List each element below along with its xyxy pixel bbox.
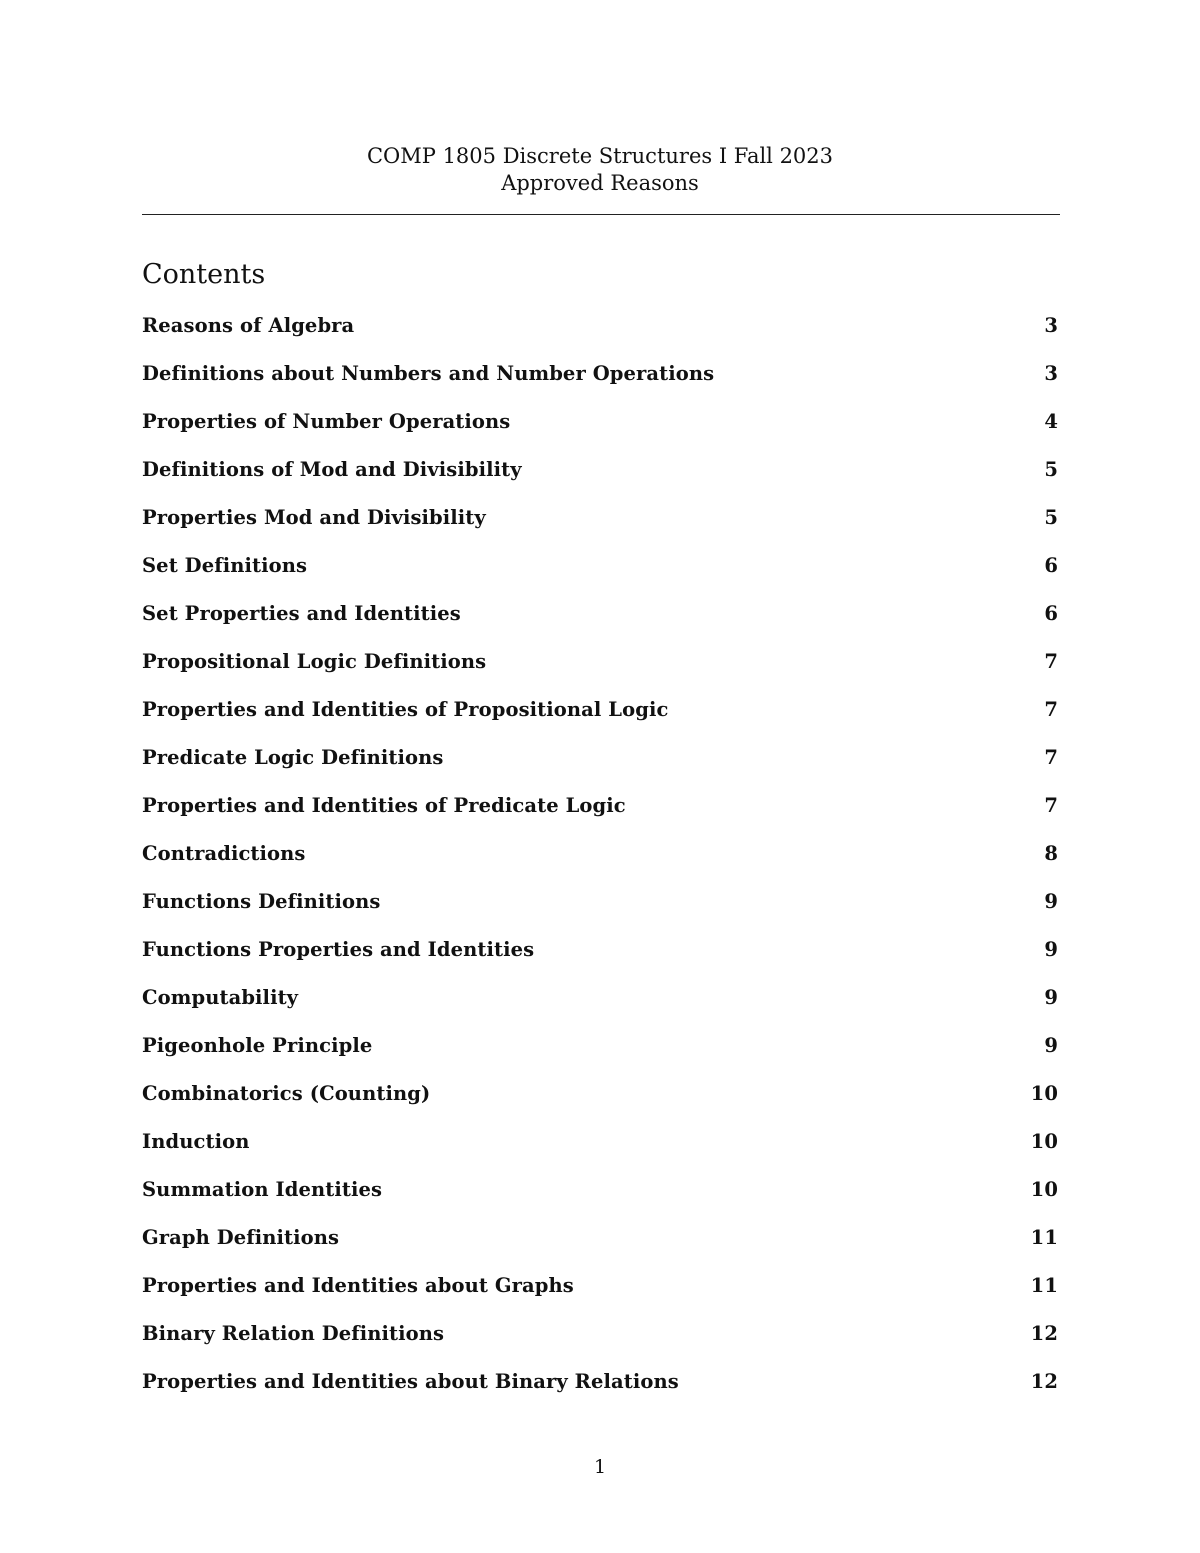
toc-entry[interactable] bbox=[142, 1224, 1058, 1272]
toc-entry-label: Summation Identities bbox=[142, 1178, 383, 1201]
toc-entry-page: 5 bbox=[1044, 506, 1058, 529]
toc-entry-page: 9 bbox=[1044, 938, 1058, 961]
document-header bbox=[0, 143, 1200, 197]
toc-entry-label: Contradictions bbox=[142, 842, 306, 865]
toc-entry-page: 3 bbox=[1044, 362, 1058, 385]
toc-entry[interactable] bbox=[142, 984, 1058, 1032]
toc-entry[interactable] bbox=[142, 840, 1058, 888]
toc-entry-label: Set Properties and Identities bbox=[142, 602, 461, 625]
toc-entry-page: 7 bbox=[1044, 746, 1058, 769]
toc-entry-label: Set Definitions bbox=[142, 554, 308, 577]
toc-entry[interactable] bbox=[142, 792, 1058, 840]
toc-entry-page: 12 bbox=[1030, 1322, 1058, 1345]
toc-entry-page: 9 bbox=[1044, 890, 1058, 913]
toc-entry[interactable] bbox=[142, 456, 1058, 504]
toc-entry-label: Properties and Identities of Propositional Logic bbox=[142, 698, 669, 721]
toc-entry-label: Properties Mod and Divisibility bbox=[142, 506, 486, 529]
toc-entry-page: 8 bbox=[1044, 842, 1058, 865]
toc-entry-label: Pigeonhole Principle bbox=[142, 1034, 373, 1057]
toc-entry[interactable] bbox=[142, 1080, 1058, 1128]
toc-entry-page: 4 bbox=[1044, 410, 1058, 433]
toc-entry[interactable] bbox=[142, 1128, 1058, 1176]
toc-entry[interactable] bbox=[142, 888, 1058, 936]
toc-entry-label: Graph Definitions bbox=[142, 1226, 340, 1249]
toc-entry-page: 3 bbox=[1044, 314, 1058, 337]
document-subtitle: Approved Reasons bbox=[501, 171, 699, 195]
toc-entry-label: Reasons of Algebra bbox=[142, 314, 355, 337]
toc-entry-label: Definitions of Mod and Divisibility bbox=[142, 458, 522, 481]
toc-entry-label: Definitions about Numbers and Number Operations bbox=[142, 362, 715, 385]
toc-entry[interactable] bbox=[142, 360, 1058, 408]
toc-entry-page: 9 bbox=[1044, 1034, 1058, 1057]
toc-entry-page: 12 bbox=[1030, 1370, 1058, 1393]
table-of-contents bbox=[142, 312, 1058, 1416]
header-rule bbox=[142, 214, 1060, 215]
toc-entry-page: 6 bbox=[1044, 554, 1058, 577]
toc-entry-page: 11 bbox=[1030, 1274, 1058, 1297]
toc-entry-page: 10 bbox=[1030, 1082, 1058, 1105]
toc-entry-page: 5 bbox=[1044, 458, 1058, 481]
toc-entry-label: Propositional Logic Definitions bbox=[142, 650, 487, 673]
toc-entry-page: 10 bbox=[1030, 1130, 1058, 1153]
toc-entry[interactable] bbox=[142, 1272, 1058, 1320]
toc-entry[interactable] bbox=[142, 648, 1058, 696]
toc-entry[interactable] bbox=[142, 1368, 1058, 1416]
toc-entry-label: Properties and Identities about Binary Relations bbox=[142, 1370, 679, 1393]
toc-entry[interactable] bbox=[142, 504, 1058, 552]
toc-entry-page: 10 bbox=[1030, 1178, 1058, 1201]
toc-entry[interactable] bbox=[142, 600, 1058, 648]
toc-entry[interactable] bbox=[142, 1032, 1058, 1080]
toc-entry-label: Properties of Number Operations bbox=[142, 410, 511, 433]
toc-entry-label: Properties and Identities about Graphs bbox=[142, 1274, 574, 1297]
toc-entry[interactable] bbox=[142, 408, 1058, 456]
document-title: COMP 1805 Discrete Structures I Fall 2023 bbox=[366, 144, 834, 168]
toc-entry[interactable] bbox=[142, 1320, 1058, 1368]
toc-entry[interactable] bbox=[142, 744, 1058, 792]
toc-entry[interactable] bbox=[142, 696, 1058, 744]
toc-entry-label: Induction bbox=[142, 1130, 250, 1153]
toc-entry[interactable] bbox=[142, 552, 1058, 600]
toc-entry-page: 7 bbox=[1044, 698, 1058, 721]
page-number: 1 bbox=[593, 1456, 607, 1478]
toc-entry-page: 7 bbox=[1044, 650, 1058, 673]
toc-entry[interactable] bbox=[142, 312, 1058, 360]
toc-entry-label: Properties and Identities of Predicate Logic bbox=[142, 794, 626, 817]
toc-entry-label: Binary Relation Definitions bbox=[142, 1322, 445, 1345]
toc-entry-page: 6 bbox=[1044, 602, 1058, 625]
toc-entry-label: Functions Definitions bbox=[142, 890, 381, 913]
toc-entry-label: Combinatorics (Counting) bbox=[142, 1082, 431, 1105]
toc-entry-page: 9 bbox=[1044, 986, 1058, 1009]
toc-entry-label: Computability bbox=[142, 986, 299, 1009]
toc-entry[interactable] bbox=[142, 936, 1058, 984]
toc-entry-page: 7 bbox=[1044, 794, 1058, 817]
contents-heading: Contents bbox=[142, 259, 266, 290]
toc-entry-label: Predicate Logic Definitions bbox=[142, 746, 444, 769]
toc-entry[interactable] bbox=[142, 1176, 1058, 1224]
toc-entry-label: Functions Properties and Identities bbox=[142, 938, 535, 961]
toc-entry-page: 11 bbox=[1030, 1226, 1058, 1249]
